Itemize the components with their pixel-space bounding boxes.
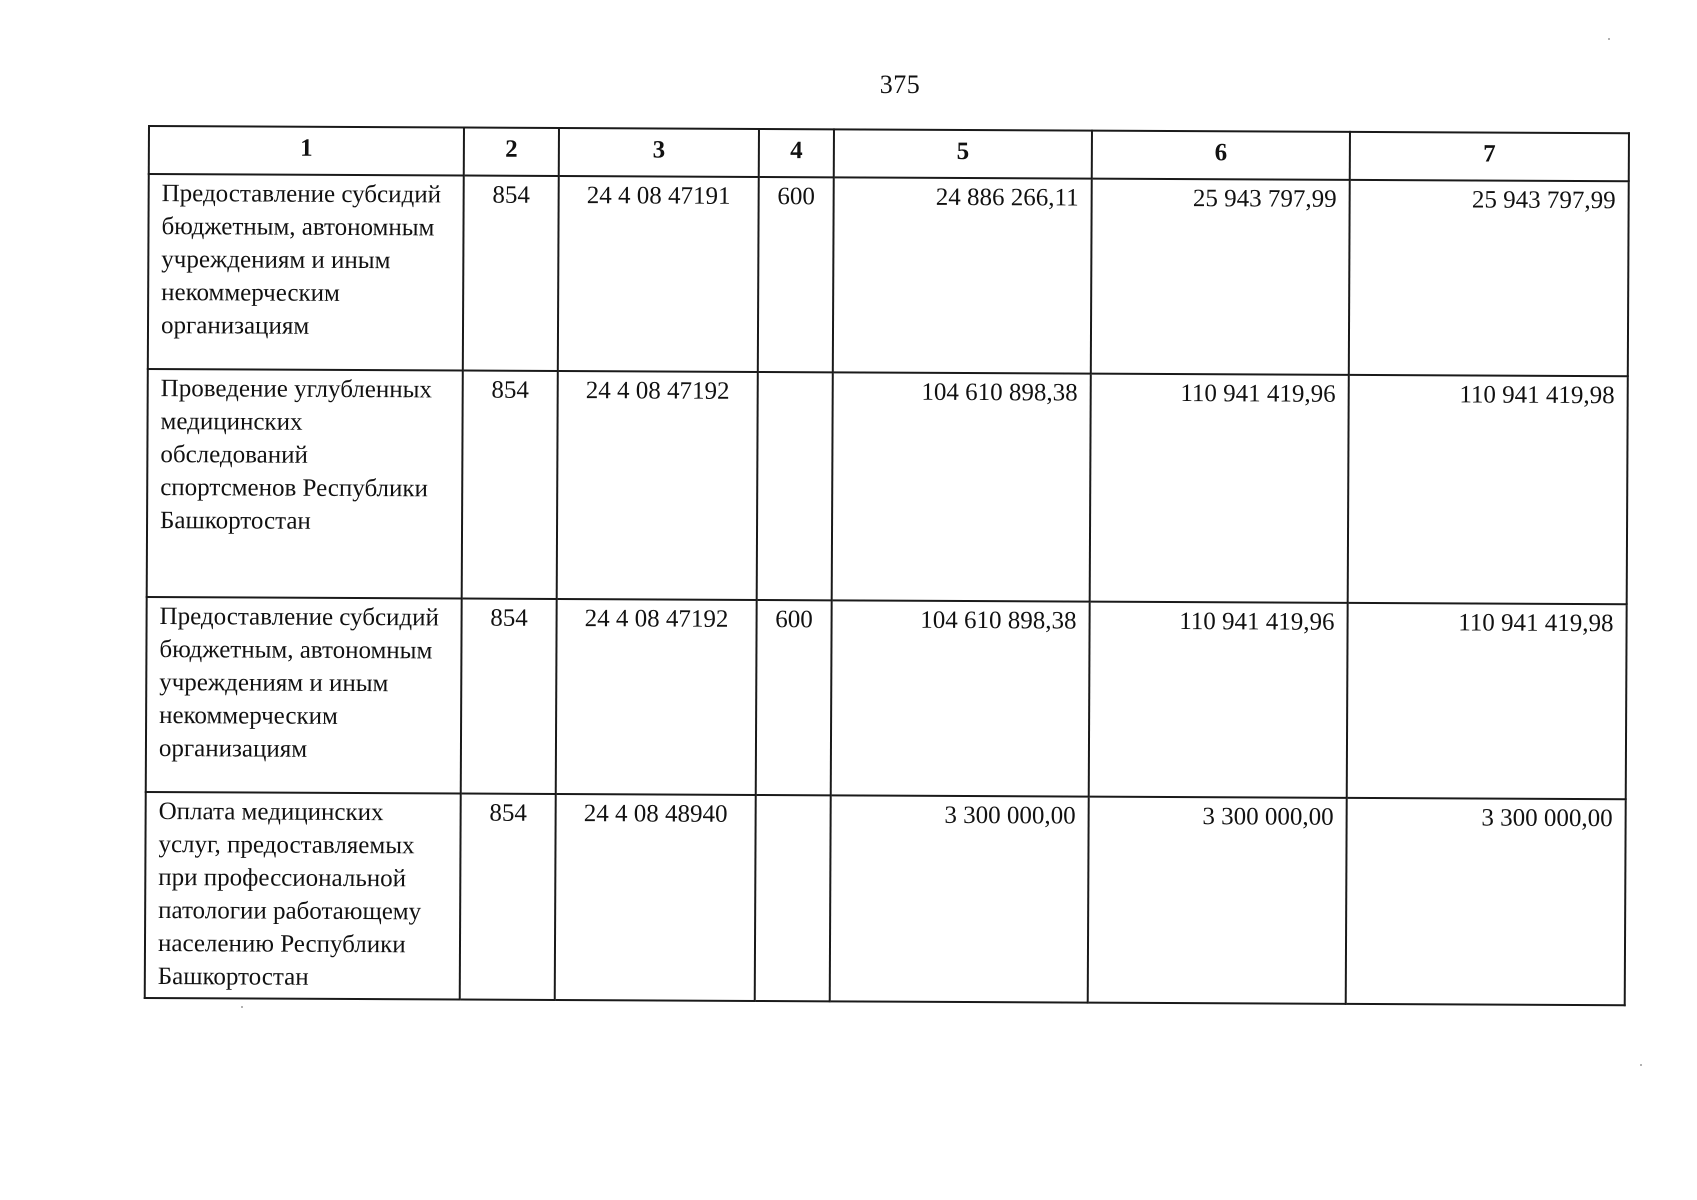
header-col-7: 7 [1350,132,1629,181]
row-amount-2-cell: 110 941 419,96 [1089,602,1348,798]
row-amount-1-cell: 104 610 898,38 [832,372,1091,601]
table-header [149,126,1629,181]
row-ministry-cell: 854 [460,794,556,1000]
row-amount-3-cell: 110 941 419,98 [1348,375,1628,604]
row-ministry-cell: 854 [462,371,558,599]
row-amount-2-cell: 110 941 419,96 [1090,374,1349,603]
row-article-cell: 24 4 08 47192 [556,599,757,795]
row-name-cell: Предоставление субсидий бюджетным, автономным учреждениям и иным некоммерческим организациям [146,597,462,794]
header-col-3: 3 [559,128,759,177]
row-amount-1-cell: 104 610 898,38 [831,600,1090,796]
row-amount-2-cell: 3 300 000,00 [1088,797,1347,1004]
row-expense-type-cell [755,795,831,1001]
table-body [145,174,1629,1005]
row-amount-2-cell: 25 943 797,99 [1091,179,1350,375]
table-row [147,369,1628,604]
row-article-cell: 24 4 08 47191 [558,176,759,372]
table-row [146,597,1627,799]
row-article-cell: 24 4 08 47192 [557,371,758,600]
row-ministry-cell: 854 [463,176,559,371]
page-number: 375 [879,70,921,99]
row-amount-1-cell: 24 886 266,11 [833,177,1092,373]
header-row [149,126,1629,181]
header-col-2: 2 [464,128,559,176]
row-name-cell: Оплата медицинских услуг, предоставляемых при профессиональной патологии работающему населению Республики Башкортостан [145,792,461,1000]
row-expense-type-cell: 600 [758,177,834,372]
row-amount-3-cell: 3 300 000,00 [1346,798,1626,1005]
row-name-cell: Проведение углубленных медицинских обследований спортсменов Республики Башкортостан [147,369,463,599]
header-col-1: 1 [149,126,464,176]
row-expense-type-cell [757,372,833,600]
row-amount-3-cell: 110 941 419,98 [1347,603,1627,799]
scan-speck [1608,38,1610,40]
header-col-5: 5 [834,129,1092,178]
row-article-cell: 24 4 08 48940 [555,794,756,1001]
row-amount-1-cell: 3 300 000,00 [830,795,1089,1002]
table-row [145,792,1626,1005]
scan-speck [1640,1064,1642,1066]
row-ministry-cell: 854 [461,599,557,794]
scan-speck [241,1006,243,1008]
header-col-6: 6 [1092,131,1350,180]
row-name-cell: Предоставление субсидий бюджетным, автономным учреждениям и иным некоммерческим организациям [148,174,464,371]
row-expense-type-cell: 600 [756,600,832,795]
budget-table [144,125,1630,1006]
row-amount-3-cell: 25 943 797,99 [1349,180,1629,376]
table-row [148,174,1629,376]
header-col-4: 4 [759,129,834,177]
